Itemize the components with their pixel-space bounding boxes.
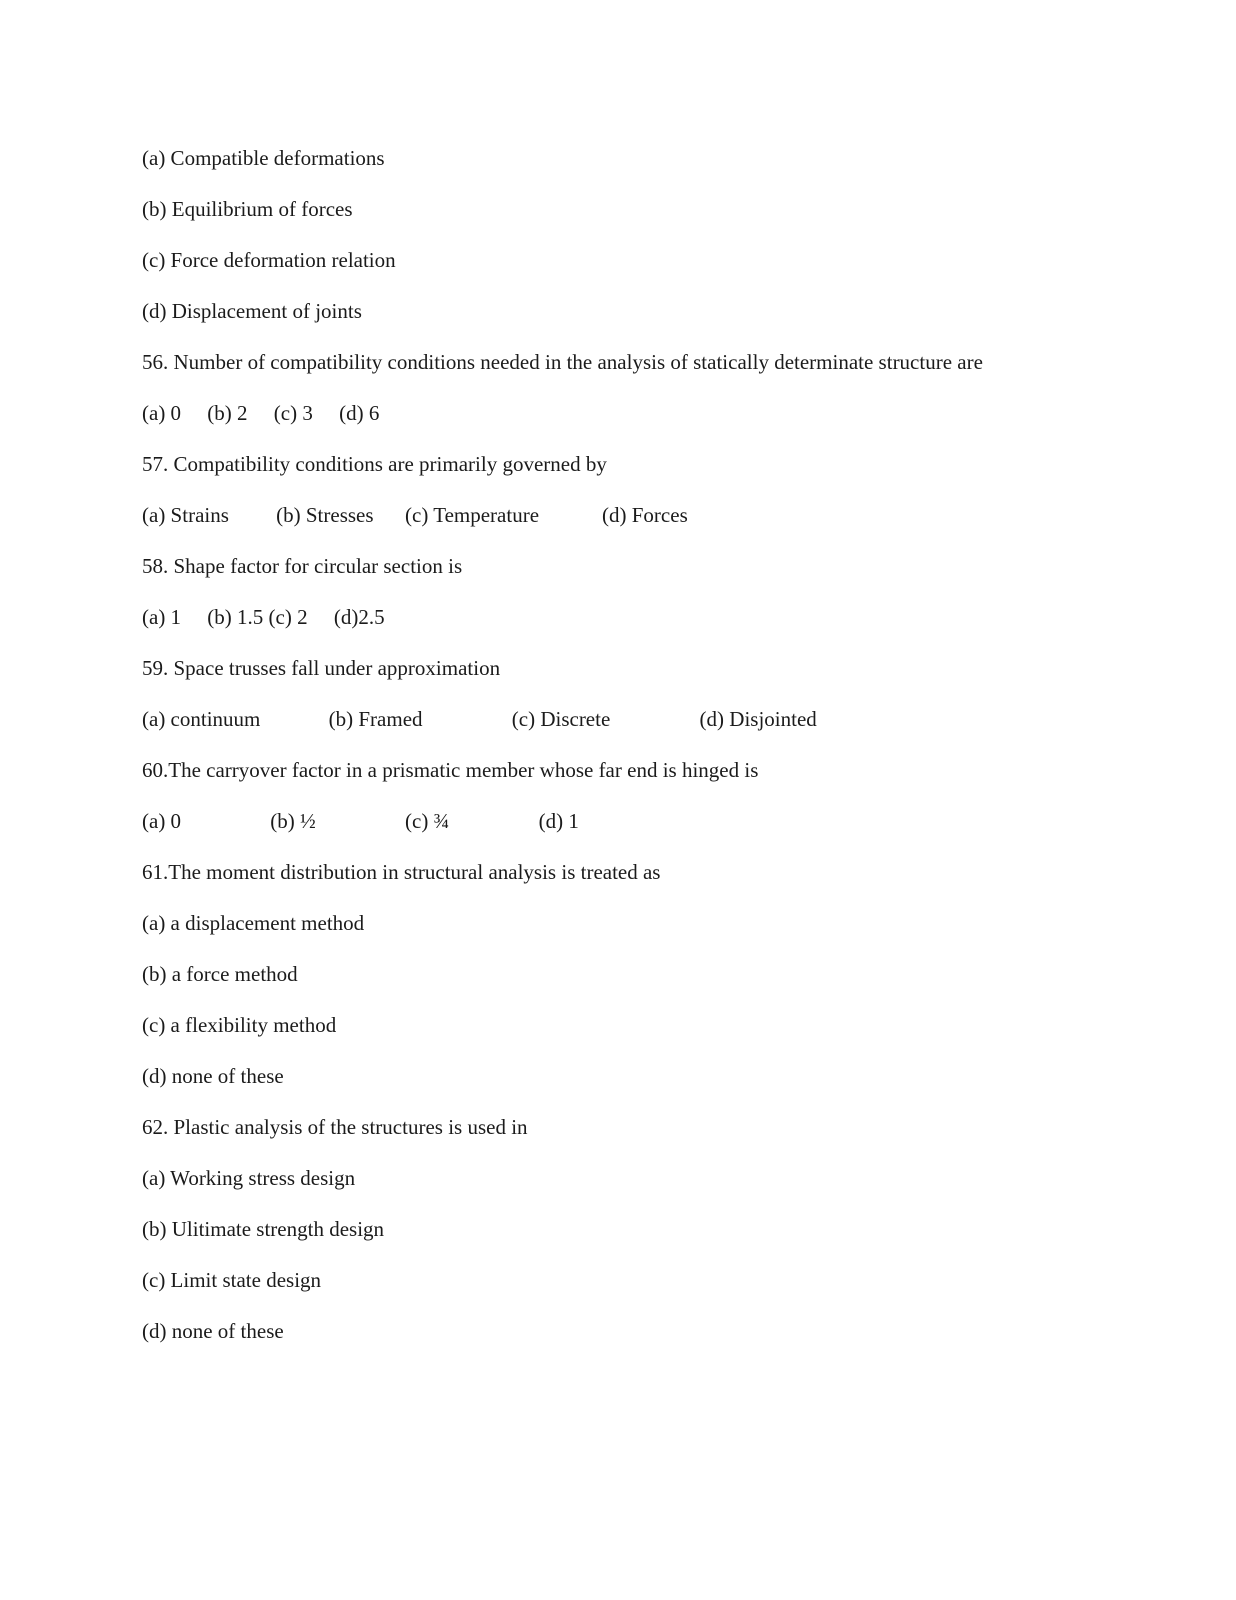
option-a-q62: (a) Working stress design [142, 1166, 356, 1190]
option-a-q61: (a) a displacement method [142, 911, 365, 935]
option-b-q62: (b) Ulitimate strength design [142, 1217, 385, 1241]
question-61: 61.The moment distribution in structural analysis is treated as [142, 860, 661, 884]
options-58: (a) 1 (b) 1.5 (c) 2 (d)2.5 [142, 605, 385, 629]
question-56: 56. Number of compatibility conditions needed in the analysis of statically determinate structure are [142, 350, 983, 374]
options-57: (a) Strains (b) Stresses (c) Temperature (d) Forces [142, 503, 688, 527]
options-56: (a) 0 (b) 2 (c) 3 (d) 6 [142, 401, 380, 425]
option-d-q61: (d) none of these [142, 1064, 284, 1088]
question-57: 57. Compatibility conditions are primarily governed by [142, 452, 607, 476]
options-60: (a) 0 (b) ½ (c) ¾ (d) 1 [142, 809, 579, 833]
question-58: 58. Shape factor for circular section is [142, 554, 463, 578]
option-b-q55: (b) Equilibrium of forces [142, 197, 353, 221]
option-b-q61: (b) a force method [142, 962, 298, 986]
question-62: 62. Plastic analysis of the structures is used in [142, 1115, 528, 1139]
question-60: 60.The carryover factor in a prismatic member whose far end is hinged is [142, 758, 759, 782]
option-d-q55: (d) Displacement of joints [142, 299, 362, 323]
option-a-q55: (a) Compatible deformations [142, 146, 385, 170]
options-59: (a) continuum (b) Framed (c) Discrete (d) Disjointed [142, 707, 817, 731]
option-d-q62: (d) none of these [142, 1319, 284, 1343]
option-c-q62: (c) Limit state design [142, 1268, 322, 1292]
option-c-q55: (c) Force deformation relation [142, 248, 396, 272]
option-c-q61: (c) a flexibility method [142, 1013, 337, 1037]
question-59: 59. Space trusses fall under approximation [142, 656, 501, 680]
